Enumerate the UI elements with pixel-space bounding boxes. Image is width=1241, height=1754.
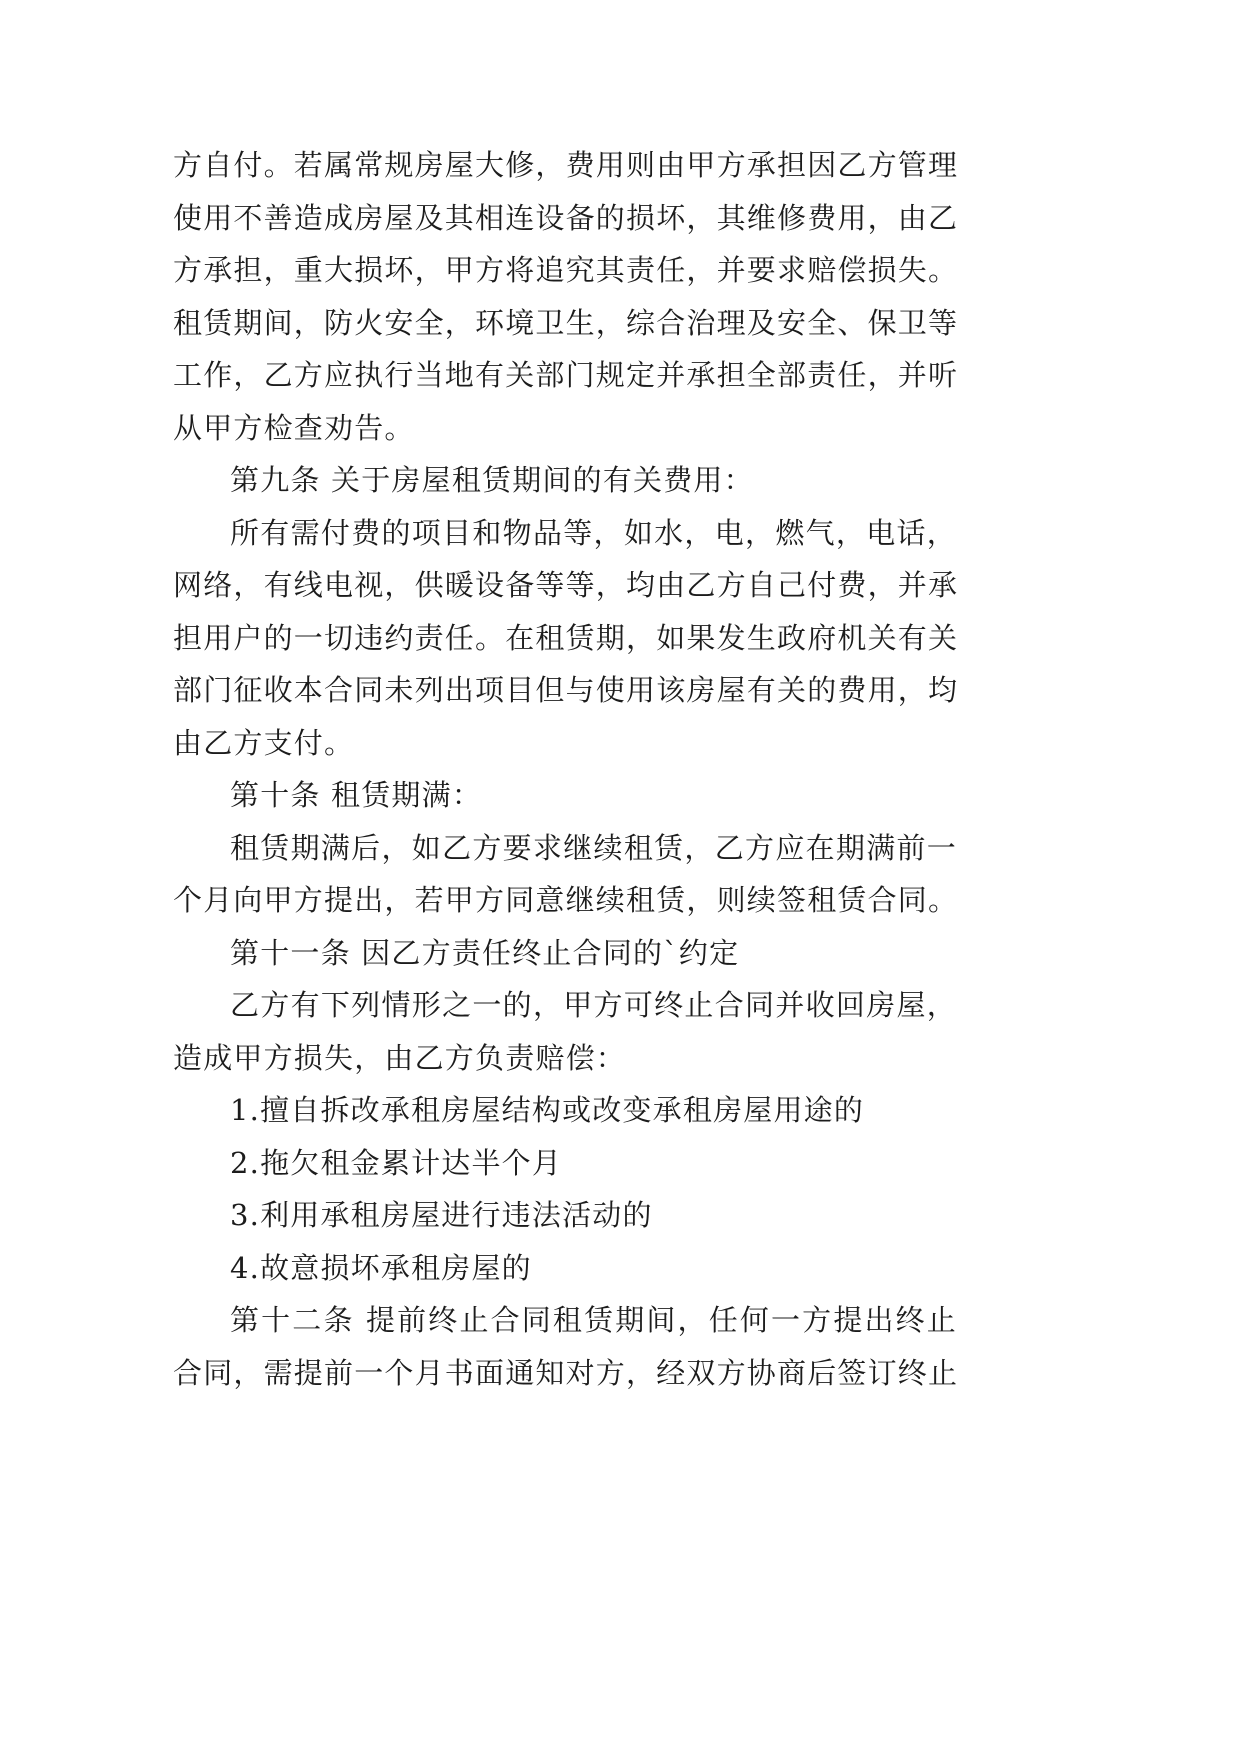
article-heading-text: 第十条 租赁期满： (230, 778, 483, 812)
article-heading-text: 第十一条 因乙方责任终止合同的`约定 (230, 935, 740, 970)
text-line: 使用不善造成房屋及其相连设备的损坏，其维修费用，由乙 (173, 200, 959, 235)
paragraph (173, 979, 957, 1084)
list-item: 1.擅自拆改承租房屋结构或改变承租房屋用途的 (230, 1093, 865, 1127)
paragraph (173, 822, 957, 927)
paragraph (173, 507, 957, 770)
text-line: 由乙方支付。 (173, 725, 355, 760)
text-line: 造成甲方损失，由乙方负责赔偿： (173, 1040, 627, 1075)
paragraph (173, 1294, 957, 1399)
text-line: 个月向甲方提出，若甲方同意继续租赁，则续签租赁合同。 (173, 883, 959, 917)
article-heading-text: 第九条 关于房屋租赁期间的有关费用： (230, 463, 754, 497)
article-heading (173, 769, 957, 822)
text-line: 工作，乙方应执行当地有关部门规定并承担全部责任，并听 (173, 358, 959, 392)
text-line: 担用户的一切违约责任。在租赁期，如果发生政府机关有关 (173, 620, 959, 655)
text-line: 合同，需提前一个月书面通知对方，经双方协商后签订终止 (173, 1355, 959, 1390)
text-line: 网络，有线电视，供暖设备等等，均由乙方自己付费，并承 (173, 568, 959, 602)
text-line: 方承担，重大损坏，甲方将追究其责任，并要求赔偿损失。 (173, 253, 959, 287)
list-item: 4.故意损坏承租房屋的 (230, 1250, 532, 1285)
article-heading (173, 927, 957, 980)
text-line: 租赁期间，防火安全，环境卫生，综合治理及安全、保卫等 (173, 305, 959, 340)
text-line: 乙方有下列情形之一的，甲方可终止合同并收回房屋， (230, 988, 957, 1022)
text-line: 部门征收本合同未列出项目但与使用该房屋有关的费用，均 (173, 673, 959, 707)
paragraph (173, 139, 957, 454)
list-item: 3.利用承租房屋进行违法活动的 (230, 1198, 653, 1232)
text-line: 所有需付费的项目和物品等，如水，电，燃气，电话， (230, 515, 957, 550)
text-line: 方自付。若属常规房屋大修，费用则由甲方承担因乙方管理 (173, 148, 959, 182)
document-body (173, 139, 957, 1399)
article-heading (173, 454, 957, 507)
text-line: 从甲方检查劝告。 (173, 410, 415, 445)
list-item: 2.拖欠租金累计达半个月 (230, 1145, 563, 1180)
text-line: 租赁期满后，如乙方要求继续租赁，乙方应在期满前一 (230, 830, 957, 865)
numbered-list (173, 1084, 957, 1294)
text-line: 第十二条 提前终止合同租赁期间，任何一方提出终止 (230, 1303, 957, 1337)
